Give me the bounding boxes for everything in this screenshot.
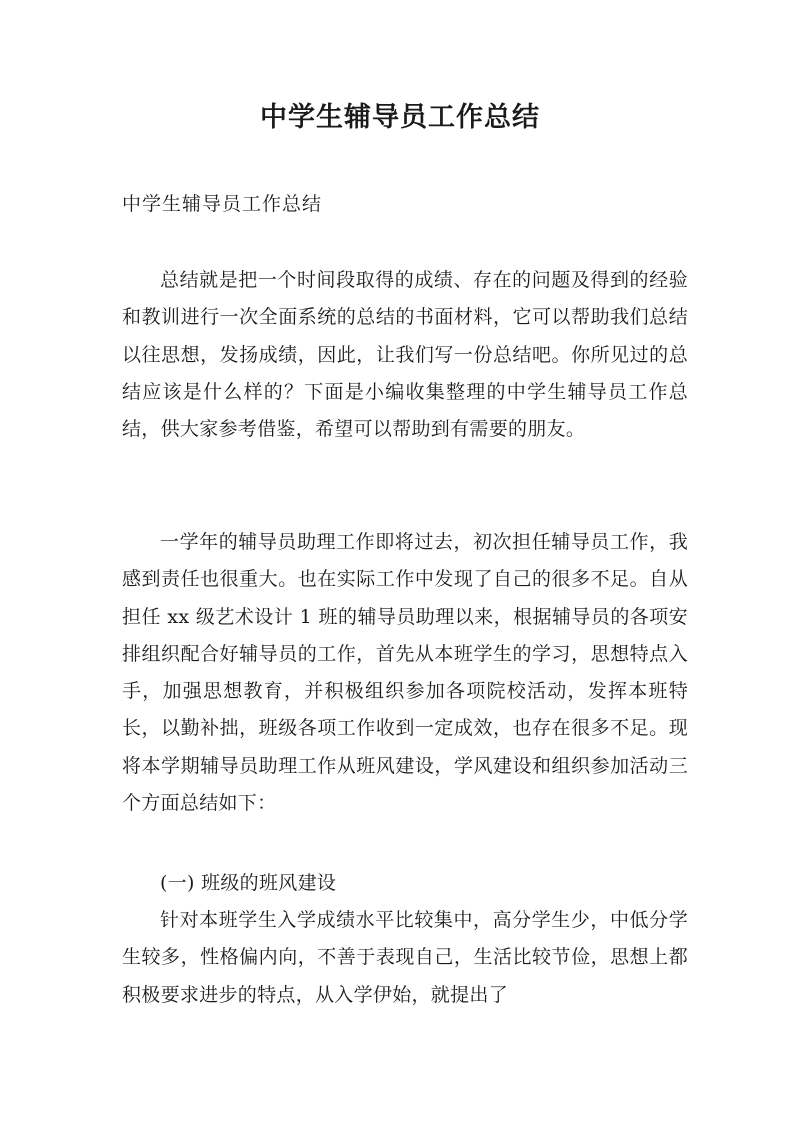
document-subtitle: 中学生辅导员工作总结 [122,193,323,215]
intro-paragraph: 总结就是把一个时间段取得的成绩、存在的问题及得到的经验和教训进行一次全面系统的总结的书面材料，它可以帮助我们总结以往思想，发扬成绩，因此，让我们写一份总结吧。你所见过的总结应该是什么样的？下面是小编收集整理的中学生辅导员工作总结，供大家参考借鉴，希望可以帮助到有需要的朋友。 [122,269,688,441]
document-title: 中学生辅导员工作总结 [260,102,540,133]
section-heading: (一) 班级的班风建设 [160,872,337,894]
body-paragraph: 一学年的辅导员助理工作即将过去，初次担任辅导员工作，我感到责任也很重大。也在实际工作中发现了自己的很多不足。自从担任 xx 级艺术设计 1 班的辅导员助理以来，根据辅导员的各项安排组织配合好辅导员的工作，首先从本班学生的学习，思想特点入手，加强思想教育，并积极组织参加各项院校活动，发挥本班特长，以勤补拙，班级各项工作收到一定成效，也存在很多不足。现将本学期辅导员助理工作从班风建设，学风建设和组织参加活动三个方面总结如下： [122,531,688,815]
body-paragraph: 针对本班学生入学成绩水平比较集中，高分学生少，中低分学生较多，性格偏内向，不善于表现自己，生活比较节俭，思想上都积极要求进步的特点，从入学伊始，就提出了 [122,909,688,1006]
